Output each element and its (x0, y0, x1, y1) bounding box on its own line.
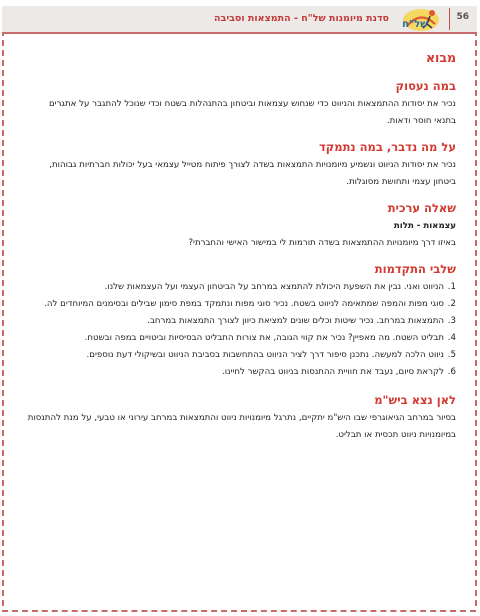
values-text: באיזו דרך מיומנויות ההתמצאות בשדה תורמות לי במישור האישי והחברתי? (188, 238, 456, 248)
list-item-number: 1. (447, 282, 456, 292)
list-item-text: התמצאות במרחב. נכיר שיטות וכלים שונים למציאת כיוון לצורך התמצאות במרחב. (147, 316, 444, 326)
values-subheading: עצמאות - תלות (393, 221, 456, 231)
list-item-number: 4. (447, 333, 456, 343)
page-border-bottom (2, 610, 476, 612)
steps-list (26, 279, 456, 381)
list-item-text: הניווט ואני. נבין את השפעת היכולת להתמצא במרחב על הביטחון העצמי ועל העצמאות שלנו. (104, 282, 444, 292)
list-item (26, 296, 456, 313)
list-item (26, 313, 456, 330)
list-item (26, 279, 456, 296)
values-heading: שאלה ערכית (387, 201, 456, 215)
page-header (2, 6, 477, 34)
list-item-text: סוגי מפות והמפה שמתאימה לניווט בשטח. נכיר סוגי מפות ונתמקד במפת סימון שבילים ובסימנים המיוחדים לה. (44, 299, 444, 309)
list-item (26, 330, 456, 347)
header-divider (449, 8, 450, 30)
list-item-text: תבליט השטח. מה מאפיין? נכיר את קווי הגובה, את צורות התבליט הבסיסיות וביטויים במפה ובשטח. (84, 333, 444, 343)
list-item-text: ניווט הלכה למעשה. נתכנן סיפור דרך לציר הניווט בהתחשבות בסביבת הניווט ובשיקולי דעת נוספים. (86, 350, 444, 360)
list-item-number: 3. (447, 316, 456, 326)
list-item (26, 347, 456, 364)
list-item-number: 2. (447, 299, 456, 309)
page-number: 56 (456, 12, 469, 22)
page-content (26, 50, 456, 444)
steps-heading: שלבי התקדמות (374, 262, 456, 276)
intro-heading: מבוא (425, 50, 456, 65)
topic-text: נכיר את יסודות ההתמצאות והניווט כדי שנחוש עצמאות וביטחון בהתנהלות בשטח וכדי שנוכל להתגבר על אתגרים בתנאי חוסר ודאות. (48, 99, 456, 126)
shelach-logo-icon (401, 4, 441, 34)
logo-text: של"ח (402, 19, 428, 30)
header-title: סדנת מיומנות של"ח - התמצאות וסביבה (214, 13, 389, 24)
topic-heading: במה נעסוק (395, 79, 456, 93)
page-border-right (475, 30, 477, 606)
list-item-number: 6. (447, 367, 456, 377)
why-text: נכיר את יסודות הניווט ונשמיע מיומנויות התמצאות בשדה לצורך פיתוח מטייל עצמאי בעל יכולות חברתיות גבוהות, ביטחון עצמי ותחושת מסוגלות. (49, 160, 456, 187)
list-item-number: 5. (447, 350, 456, 360)
list-item-text: לקראת סיום, נעבד את חוויית ההתנסות בניווט בהקשר לחיינו. (222, 367, 444, 377)
page-border-left (2, 30, 4, 606)
list-item (26, 364, 456, 381)
next-heading: לאן נצא ביש"מ (374, 393, 456, 407)
next-text: בסיור במרחב הגיאוגרפי שבו היש"מ יתקיים, נתרגל מיומנויות ניווט והתמצאות במרחב עירוני או טבעי, על מנת להתנסות במיומנויות ניווט תכסית או תבליט. (27, 413, 456, 440)
why-heading: על מה נדבר, במה נתמקד (319, 140, 456, 154)
